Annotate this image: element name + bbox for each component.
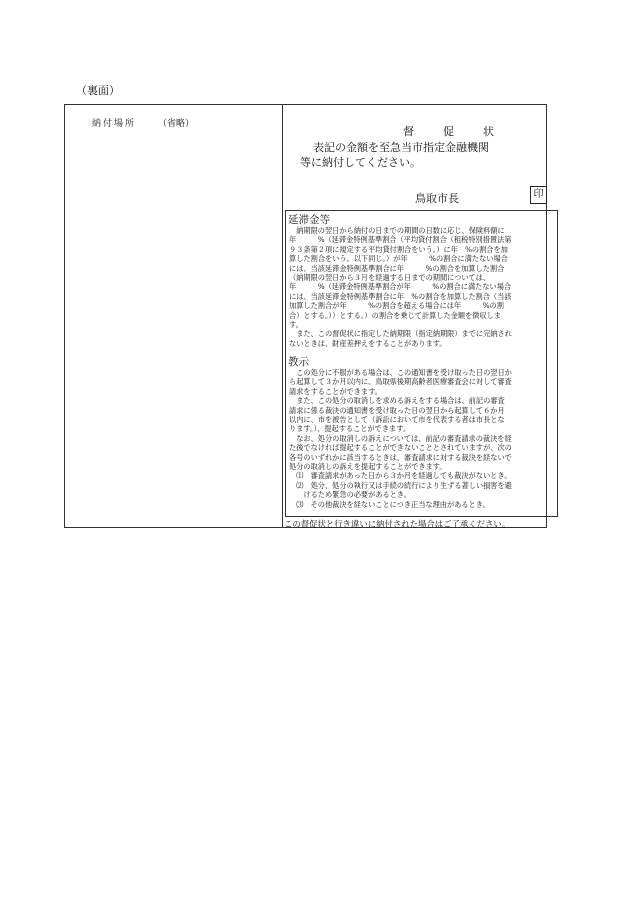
footer-note: この督促状と行き違いに納付された場合はご了承ください。 [284,519,511,529]
entai-line: す。 [289,320,303,329]
issuer-name: 鳥取市長 [415,192,459,205]
payment-place-label: 納付場所 [92,119,137,129]
entai-line: 年 %（延滞金特例基準割合（平均貸付割合（租税特別措置法第 [289,235,512,245]
entai-line: 加算した割合が年 %の割合を超える場合には年 %の割 [289,301,504,311]
kyouji-line: 以内に、市を被告として（訴訟において市を代表する者は市長とな [289,415,505,424]
column-divider [282,104,283,528]
entai-line: には、当該延滞金特例基準割合に年 %の割合を加算した割合（当該 [289,291,512,301]
entai-line: ないときは、財産差押えをすることがあります。 [289,338,447,348]
kyouji-line: ⑵ 処分、処分の執行又は手続の続行により生ずる著しい損害を避 [289,480,512,490]
payment-place-note: （省略） [158,119,195,129]
kyouji-line: ります。）、提起することができます。 [289,424,411,434]
kyouji-line: けるため緊急の必要があるとき。 [289,490,411,500]
kyouji-line: また、この処分の取消しを求める訴えをする場合は、前記の審査 [289,396,505,406]
kyouji-line: ら起算して３か月以内に、鳥取県後期高齢者医療審査会に対して審査 [289,377,512,387]
entai-line: 合）とする。））とする。）の割合を乗じて計算した金額を徴収しま [289,310,502,320]
entai-heading: 延滞金等 [288,214,330,226]
entai-line: ９３条第２項に規定する平均貸付割合をいう。）に年 %の割合を加 [289,244,508,254]
kyouji-line: 請求をすることができます。 [289,386,382,396]
kyouji-line: なお、処分の取消しの訴えについては、前記の審査請求の裁決を経 [289,433,512,443]
entai-line: 納期限の翌日から納付の日までの期間の日数に応じ、保険料額に [289,226,505,235]
entai-line: 算した割合をいう。以下同じ。）が年 %の割合に満たない場合 [289,254,508,264]
kyouji-line: 各号のいずれかに該当するときは、審査請求に対する裁決を経ないで [289,452,512,462]
kyouji-line: 請求に係る裁決の通知書を受け取った日の翌日から起算して６か月 [289,405,505,415]
reminder-text-line1: 表記の金額を至急当市指定金融機関 [313,141,489,154]
kyouji-heading: 教示 [288,356,309,368]
kyouji-line: ⑶ その他裁決を経ないことにつき正当な理由があるとき。 [289,499,490,509]
kyouji-line: この処分に不服がある場合は、この通知書を受け取った日の翌日か [289,368,512,377]
reminder-text-line2: 等に納付してください。 [300,156,421,169]
seal-mark: 印 [530,186,547,204]
kyouji-line: 処分の取消しの訴えを提起することができます。 [289,462,447,471]
entai-line: （納期限の翌日から３月を経過する日までの期間については、 [289,273,491,282]
entai-line: また、この督促状に指定した納期限（指定納期限）までに完納され [289,329,512,339]
kyouji-line: ⑴ 審査請求があった日から３か月を経過しても裁決がないとき。 [289,471,512,481]
entai-line: には、当該延滞金特例基準割合に年 %の割合を加算した割合 [289,263,505,273]
side-label: （裏面） [76,84,120,97]
kyouji-line: た後でなければ提起することができないこととされていますが、次の [289,443,512,453]
reminder-title: 督 促 状 [403,125,503,138]
entai-line: 年 %（延滞金特例基準割合が年 %の割合に満たない場合 [289,282,512,292]
